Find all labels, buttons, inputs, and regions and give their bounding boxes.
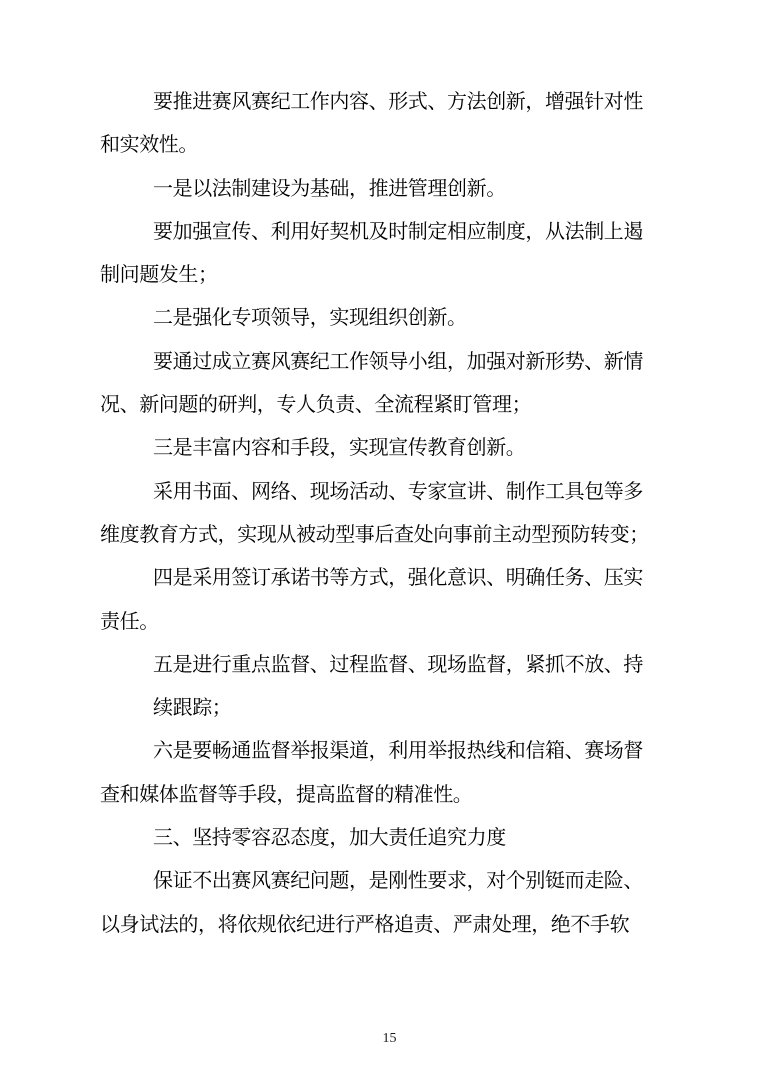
text-line: 五是进行重点监督、过程监督、现场监督，紧抓不放、持 bbox=[153, 653, 643, 676]
text-line: 二是强化专项领导，实现组织创新。 bbox=[153, 307, 467, 330]
text-line: 四是采用签订承诺书等方式，强化意识、明确任务、压实 bbox=[153, 567, 643, 590]
text-line: 和实效性。 bbox=[100, 134, 198, 157]
text-line: 保证不出赛风赛纪问题，是刚性要求，对个别铤而走险、 bbox=[153, 870, 643, 893]
text-line: 三是丰富内容和手段，实现宣传教育创新。 bbox=[153, 437, 526, 460]
text-line: 要推进赛风赛纪工作内容、形式、方法创新，增强针对性 bbox=[153, 91, 643, 113]
text-line: 维度教育方式，实现从被动型事后查处向事前主动型预防转变； bbox=[100, 523, 649, 546]
text-line: 一是以法制建设为基础，推进管理创新。 bbox=[153, 177, 506, 200]
text-line: 要加强宣传、利用好契机及时制定相应制度，从法制上遏 bbox=[153, 220, 643, 243]
page-number: 15 bbox=[382, 1031, 397, 1046]
text-line: 续跟踪； bbox=[153, 697, 232, 720]
text-line: 要通过成立赛风赛纪工作领导小组，加强对新形势、新情 bbox=[153, 350, 643, 373]
document-body bbox=[100, 81, 661, 947]
text-line: 六是要畅通监督举报渠道，利用举报热线和信箱、赛场督 bbox=[153, 740, 643, 763]
text-line: 查和媒体监督等手段，提高监督的精准性。 bbox=[100, 783, 473, 806]
section-heading: 三、坚持零容忍态度，加大责任追究力度 bbox=[153, 827, 506, 850]
text-line: 况、新问题的研判，专人负责、全流程紧盯管理； bbox=[100, 394, 532, 417]
text-line: 以身试法的，将依规依纪进行严格追责、严肃处理，绝不手软 bbox=[100, 913, 630, 936]
text-line: 采用书面、网络、现场活动、专家宣讲、制作工具包等多 bbox=[153, 480, 643, 503]
text-line: 制问题发生； bbox=[100, 264, 218, 287]
text-line: 责任。 bbox=[100, 610, 159, 633]
